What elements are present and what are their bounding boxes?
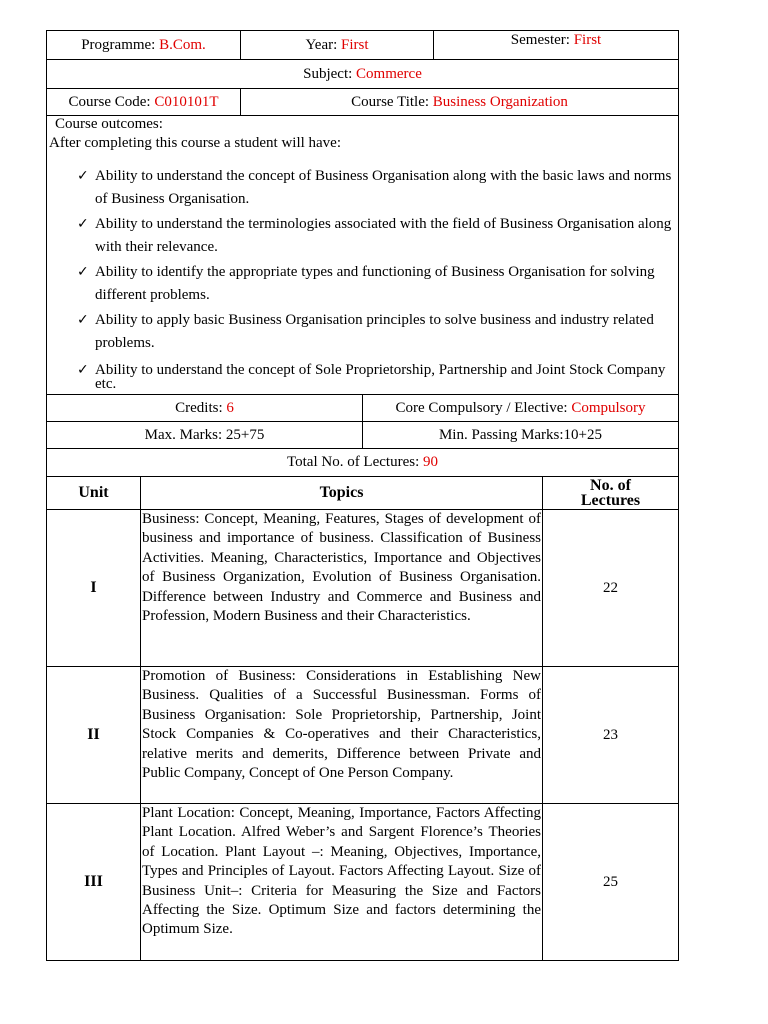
credits-value: 6 — [226, 399, 234, 416]
unit-number: I — [47, 510, 141, 667]
table-row — [47, 510, 679, 667]
total-lectures-cell — [47, 449, 679, 477]
min-marks-cell: Min. Passing Marks:10+25 — [363, 422, 679, 449]
semester-cell — [434, 31, 679, 60]
semester-value: First — [573, 32, 602, 48]
subject-row — [47, 60, 679, 89]
lectures-header-line1: No. of — [590, 477, 631, 494]
course-title-value: Business Organization — [432, 93, 568, 110]
outcome-item — [49, 309, 676, 355]
core-elective-value: Compulsory — [571, 399, 646, 416]
semester-label: Semester: — [510, 32, 570, 48]
unit-topics: Promotion of Business: Considerations in Establishing New Business. Qualities of a Successful Businessman. Forms of Business Organisation: Sole Proprietorship, Partnership, Joint Stock Companies & Co-operatives and their Characteristics, relative merits and demerits, Difference between Private and Public Company, Concept of One Person Company. — [141, 667, 543, 804]
outcome-item — [49, 213, 676, 259]
lectures-column-header — [543, 477, 679, 510]
topics-column-header: Topics — [141, 477, 543, 510]
total-lectures-value: 90 — [423, 454, 438, 470]
programme-cell — [47, 31, 241, 60]
checkmark-icon: ✓ — [77, 361, 89, 378]
unit-number: III — [47, 804, 141, 961]
core-elective-cell — [363, 395, 679, 422]
core-elective-label: Core Compulsory / Elective: — [395, 399, 568, 416]
unit-column-header: Unit — [47, 477, 141, 510]
programme-row — [47, 31, 679, 60]
credits-cell — [47, 395, 363, 422]
checkmark-icon: ✓ — [77, 311, 89, 328]
course-code-row — [47, 89, 679, 116]
unit-topics: Business: Concept, Meaning, Features, Stages of development of business and importance of business. Classification of Business Activities. Meaning, Characteristics, Importance and Objectives of Business Organization, Evolution of Business Organisation. Difference between Industry and Commerce and Business and Profession, Modern Business and their Characteristics. — [141, 510, 543, 667]
unit-lectures: 22 — [543, 510, 679, 667]
outcomes-row — [47, 116, 679, 395]
outcome-text: Ability to understand the concept of Business Organisation along with the basic laws and norms of Business Organisation. — [95, 167, 672, 207]
outcomes-intro: After completing this course a student will have: — [49, 134, 342, 151]
course-code-value: C010101T — [154, 93, 219, 110]
programme-value: B.Com. — [159, 36, 206, 53]
course-header-table — [46, 30, 679, 89]
total-lectures-row — [47, 449, 679, 477]
course-title-cell — [241, 89, 679, 116]
units-table — [46, 476, 679, 961]
subject-label: Subject: — [303, 65, 353, 82]
course-title-label: Course Title: — [351, 93, 430, 110]
outcome-text: Ability to understand the terminologies associated with the field of Business Organisation along with their relevance. — [95, 215, 672, 255]
lectures-header-line2: Lectures — [580, 492, 641, 509]
outcome-text: Ability to identify the appropriate types and functioning of Business Organisation for solving different problems. — [95, 263, 655, 303]
course-code-cell — [47, 89, 241, 116]
syllabus-page — [46, 30, 678, 961]
outcome-item — [49, 363, 676, 391]
outcome-text: Ability to apply basic Business Organisation principles to solve business and industry related problems. — [95, 311, 654, 351]
units-header-row — [47, 477, 679, 510]
credits-row — [47, 395, 679, 422]
programme-label: Programme: — [81, 36, 156, 53]
outcome-item — [49, 165, 676, 211]
outcome-item — [49, 261, 676, 307]
unit-lectures: 25 — [543, 804, 679, 961]
course-code-table — [46, 88, 679, 395]
table-row — [47, 804, 679, 961]
table-row — [47, 667, 679, 804]
unit-lectures: 23 — [543, 667, 679, 804]
total-lectures-label: Total No. of Lectures: — [287, 454, 420, 470]
max-marks-cell: Max. Marks: 25+75 — [47, 422, 363, 449]
course-code-label: Course Code: — [68, 93, 151, 110]
checkmark-icon: ✓ — [77, 167, 89, 184]
subject-value: Commerce — [356, 65, 422, 82]
year-value: First — [341, 36, 369, 53]
marks-row — [47, 422, 679, 449]
checkmark-icon: ✓ — [77, 215, 89, 232]
unit-topics: Plant Location: Concept, Meaning, Importance, Factors Affecting Plant Location. Alfred Weber’s and Sargent Florence’s Theories of Location. Plant Layout –: Meaning, Objectives, Importance, Types and Principles of Layout. Factors Affecting Layout. Size of Business Unit–: Criteria for Measuring the Size and Factors Affecting the Size. Optimum Size and factors determining the Optimum Size. — [141, 804, 543, 961]
outcomes-list — [49, 165, 676, 391]
year-cell — [241, 31, 434, 60]
outcome-text: Ability to understand the concept of Sole Proprietorship, Partnership and Joint Stock Company etc. — [95, 361, 666, 392]
outcomes-cell — [47, 116, 679, 395]
credits-table — [46, 394, 679, 477]
outcomes-title: Course outcomes: — [55, 116, 163, 132]
unit-number: II — [47, 667, 141, 804]
checkmark-icon: ✓ — [77, 263, 89, 280]
credits-label: Credits: — [175, 399, 223, 416]
year-label: Year: — [305, 36, 338, 53]
subject-cell — [47, 60, 679, 89]
